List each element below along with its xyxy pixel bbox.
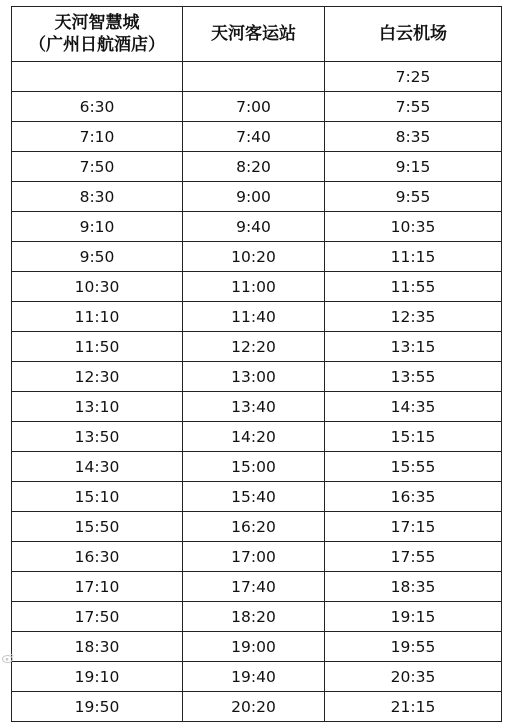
cell-tianhe-bus-station: 7:00 xyxy=(183,92,325,122)
cell-baiyun-airport: 11:55 xyxy=(325,272,502,302)
cell-tianhe-bus-station: 20:20 xyxy=(183,692,325,722)
cell-baiyun-airport: 9:15 xyxy=(325,152,502,182)
table-row xyxy=(12,632,502,662)
cell-tianhe-bus-station: 15:40 xyxy=(183,482,325,512)
table-row xyxy=(12,482,502,512)
cell-tianhe-smart-city: 17:50 xyxy=(12,602,183,632)
cell-tianhe-bus-station: 16:20 xyxy=(183,512,325,542)
cell-tianhe-smart-city: 19:10 xyxy=(12,662,183,692)
cell-baiyun-airport: 19:55 xyxy=(325,632,502,662)
cell-tianhe-smart-city xyxy=(12,62,183,92)
header-line1: 天河智慧城 xyxy=(54,13,140,33)
header-tianhe-bus-station xyxy=(183,7,325,62)
cell-tianhe-bus-station: 10:20 xyxy=(183,242,325,272)
cell-baiyun-airport: 14:35 xyxy=(325,392,502,422)
cell-baiyun-airport: 17:55 xyxy=(325,542,502,572)
cell-tianhe-smart-city: 10:30 xyxy=(12,272,183,302)
cell-baiyun-airport: 12:35 xyxy=(325,302,502,332)
cell-tianhe-bus-station: 9:40 xyxy=(183,212,325,242)
cell-baiyun-airport: 18:35 xyxy=(325,572,502,602)
cell-tianhe-bus-station: 19:00 xyxy=(183,632,325,662)
cell-tianhe-smart-city: 19:50 xyxy=(12,692,183,722)
table-row xyxy=(12,302,502,332)
cell-tianhe-smart-city: 7:50 xyxy=(12,152,183,182)
cell-tianhe-smart-city: 14:30 xyxy=(12,452,183,482)
header-line1: 天河客运站 xyxy=(211,24,296,44)
table-row xyxy=(12,242,502,272)
header-row xyxy=(12,7,502,62)
cell-tianhe-smart-city: 15:50 xyxy=(12,512,183,542)
cell-tianhe-smart-city: 9:10 xyxy=(12,212,183,242)
cell-baiyun-airport: 13:15 xyxy=(325,332,502,362)
table-row xyxy=(12,422,502,452)
cell-tianhe-smart-city: 13:50 xyxy=(12,422,183,452)
schedule-table xyxy=(11,6,502,722)
watermark xyxy=(2,652,74,666)
cell-baiyun-airport: 7:25 xyxy=(325,62,502,92)
table-row xyxy=(12,212,502,242)
table-row xyxy=(12,542,502,572)
cell-tianhe-bus-station xyxy=(183,62,325,92)
cell-tianhe-smart-city: 15:10 xyxy=(12,482,183,512)
cell-tianhe-bus-station: 18:20 xyxy=(183,602,325,632)
cell-baiyun-airport: 11:15 xyxy=(325,242,502,272)
table-row xyxy=(12,362,502,392)
cell-tianhe-bus-station: 17:00 xyxy=(183,542,325,572)
cell-baiyun-airport: 8:35 xyxy=(325,122,502,152)
cell-tianhe-smart-city: 9:50 xyxy=(12,242,183,272)
cell-tianhe-bus-station: 12:20 xyxy=(183,332,325,362)
cell-tianhe-smart-city: 6:30 xyxy=(12,92,183,122)
cell-tianhe-bus-station: 13:00 xyxy=(183,362,325,392)
cell-tianhe-bus-station: 14:20 xyxy=(183,422,325,452)
cell-tianhe-bus-station: 9:00 xyxy=(183,182,325,212)
cell-baiyun-airport: 13:55 xyxy=(325,362,502,392)
cell-baiyun-airport: 21:15 xyxy=(325,692,502,722)
cell-baiyun-airport: 7:55 xyxy=(325,92,502,122)
table-row xyxy=(12,692,502,722)
header-line1: 白云机场 xyxy=(379,24,447,44)
cell-baiyun-airport: 19:15 xyxy=(325,602,502,632)
cell-baiyun-airport: 15:55 xyxy=(325,452,502,482)
cell-tianhe-bus-station: 13:40 xyxy=(183,392,325,422)
cell-tianhe-smart-city: 16:30 xyxy=(12,542,183,572)
cell-tianhe-smart-city: 18:30 xyxy=(12,632,183,662)
table-row xyxy=(12,662,502,692)
table-row xyxy=(12,392,502,422)
cell-tianhe-smart-city: 12:30 xyxy=(12,362,183,392)
table-row xyxy=(12,452,502,482)
cell-tianhe-bus-station: 17:40 xyxy=(183,572,325,602)
table-row xyxy=(12,272,502,302)
header-tianhe-smart-city xyxy=(12,7,183,62)
cell-tianhe-smart-city: 8:30 xyxy=(12,182,183,212)
weibo-logo-icon xyxy=(2,653,14,663)
cell-tianhe-bus-station: 19:40 xyxy=(183,662,325,692)
table-row xyxy=(12,152,502,182)
table-row xyxy=(12,512,502,542)
cell-baiyun-airport: 17:15 xyxy=(325,512,502,542)
table-row xyxy=(12,572,502,602)
table-row xyxy=(12,182,502,212)
table-row xyxy=(12,122,502,152)
cell-tianhe-smart-city: 17:10 xyxy=(12,572,183,602)
cell-tianhe-bus-station: 15:00 xyxy=(183,452,325,482)
cell-tianhe-bus-station: 7:40 xyxy=(183,122,325,152)
header-baiyun-airport xyxy=(325,7,502,62)
cell-tianhe-smart-city: 7:10 xyxy=(12,122,183,152)
cell-baiyun-airport: 10:35 xyxy=(325,212,502,242)
cell-tianhe-bus-station: 8:20 xyxy=(183,152,325,182)
cell-baiyun-airport: 9:55 xyxy=(325,182,502,212)
table-row xyxy=(12,92,502,122)
cell-tianhe-bus-station: 11:40 xyxy=(183,302,325,332)
table-row xyxy=(12,602,502,632)
header-line2: （广州日航酒店） xyxy=(29,35,165,55)
table-row xyxy=(12,62,502,92)
cell-tianhe-smart-city: 11:50 xyxy=(12,332,183,362)
cell-baiyun-airport: 16:35 xyxy=(325,482,502,512)
cell-tianhe-bus-station: 11:00 xyxy=(183,272,325,302)
cell-tianhe-smart-city: 11:10 xyxy=(12,302,183,332)
cell-tianhe-smart-city: 13:10 xyxy=(12,392,183,422)
cell-baiyun-airport: 15:15 xyxy=(325,422,502,452)
table-row xyxy=(12,332,502,362)
cell-baiyun-airport: 20:35 xyxy=(325,662,502,692)
